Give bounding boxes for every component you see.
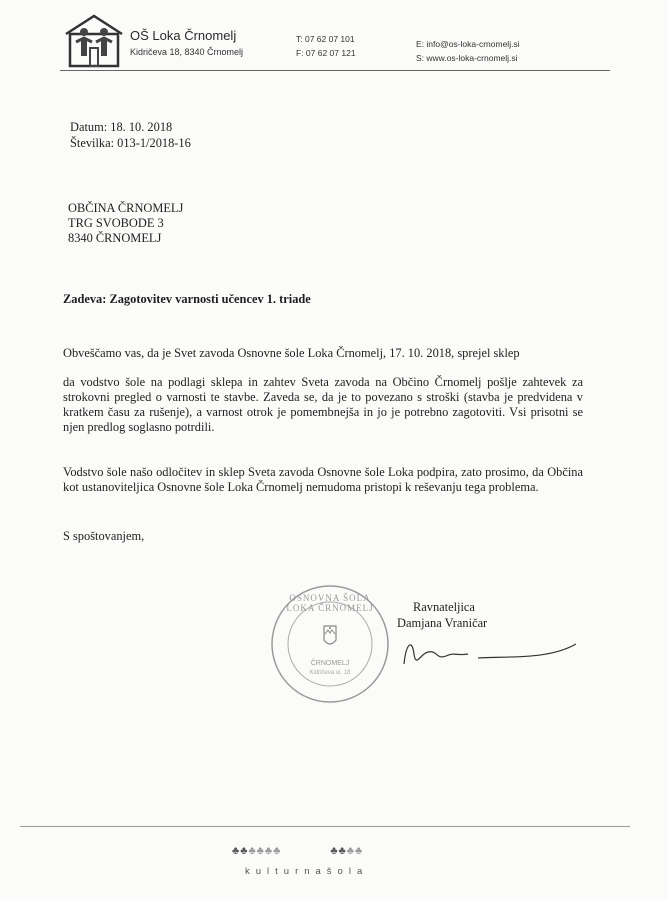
fax: F: 07 62 07 121 bbox=[296, 48, 356, 58]
handwritten-signature bbox=[398, 634, 588, 674]
header-divider bbox=[60, 70, 610, 71]
footer-slogan: kulturnašola bbox=[245, 866, 369, 877]
recipient-line-2: TRG SVOBODE 3 bbox=[68, 216, 164, 230]
figure-icon: ♣ bbox=[330, 845, 338, 857]
paragraph-1: Obveščamo vas, da je Svet zavoda Osnovne šole Loka Črnomelj, 17. 10. 2018, sprejel sklep bbox=[63, 346, 520, 360]
figure-icon: ♣ bbox=[273, 845, 281, 857]
school-logo bbox=[62, 12, 126, 70]
figure-icon: ♣ bbox=[256, 845, 264, 857]
figure-icon: ♣ bbox=[240, 845, 248, 857]
figure-icon: ♣ bbox=[354, 845, 363, 857]
figure-icon: ♣ bbox=[248, 845, 256, 857]
stamp-ring-text: OSNOVNA ŠOLA LOKA ČRNOMELJ bbox=[286, 593, 374, 613]
recipient-line-3: 8340 ČRNOMELJ bbox=[68, 231, 162, 245]
school-name: OŠ Loka Črnomelj bbox=[130, 28, 237, 43]
paragraph-3: Vodstvo šole našo odločitev in sklep Sveta zavoda Osnovne šole Loka podpira, zato prosimo, da Občina kot ustanoviteljica Osnovne šole Loka Črnomelj nemudoma pristopi k reševanju tega problema. bbox=[63, 465, 583, 494]
stamp-center-text: ČRNOMELJ bbox=[310, 660, 350, 667]
website: S: www.os-loka-crnomelj.si bbox=[416, 53, 518, 63]
phone: T: 07 62 07 101 bbox=[296, 34, 355, 44]
figure-icon: ♣ bbox=[338, 845, 346, 857]
email: E: info@os-loka-crnomelj.si bbox=[416, 39, 520, 49]
footer-figures bbox=[232, 846, 362, 857]
letter-subject: Zadeva: Zagotovitev varnosti učencev 1. triade bbox=[63, 292, 311, 306]
closing: S spoštovanjem, bbox=[63, 529, 145, 543]
figure-icon: ♣ bbox=[264, 845, 273, 857]
signatory-name: Damjana Vraničar bbox=[397, 616, 488, 630]
figure-icon: ♣ bbox=[232, 845, 240, 857]
stamp-sub-text: Kidričeva ul. 18 bbox=[309, 670, 351, 676]
paragraph-2: da vodstvo šole na podlagi sklepa in zahtev Sveta zavoda na Občino Črnomelj pošlje zahtevek za strokovni pregled o varnosti te stavbe. Zaveda se, da je to povezano s stroški (stavba je predvidena v kratkem času za rušenje), a varnost otrok je pomembnejša in jo je potrebno zagotoviti. Vsi prisotni se njen predlog soglasno potrdili. bbox=[63, 375, 583, 434]
footer-divider bbox=[20, 826, 630, 827]
signatory-title: Ravnateljica bbox=[413, 600, 475, 614]
letter-date: Datum: 18. 10. 2018 bbox=[70, 120, 173, 134]
figure-icon: ♣ bbox=[346, 845, 354, 857]
recipient-line-1: OBČINA ČRNOMELJ bbox=[68, 201, 184, 215]
letter-number: Številka: 013-1/2018-16 bbox=[70, 136, 191, 150]
school-address: Kidričeva 18, 8340 Črnomelj bbox=[130, 47, 244, 57]
